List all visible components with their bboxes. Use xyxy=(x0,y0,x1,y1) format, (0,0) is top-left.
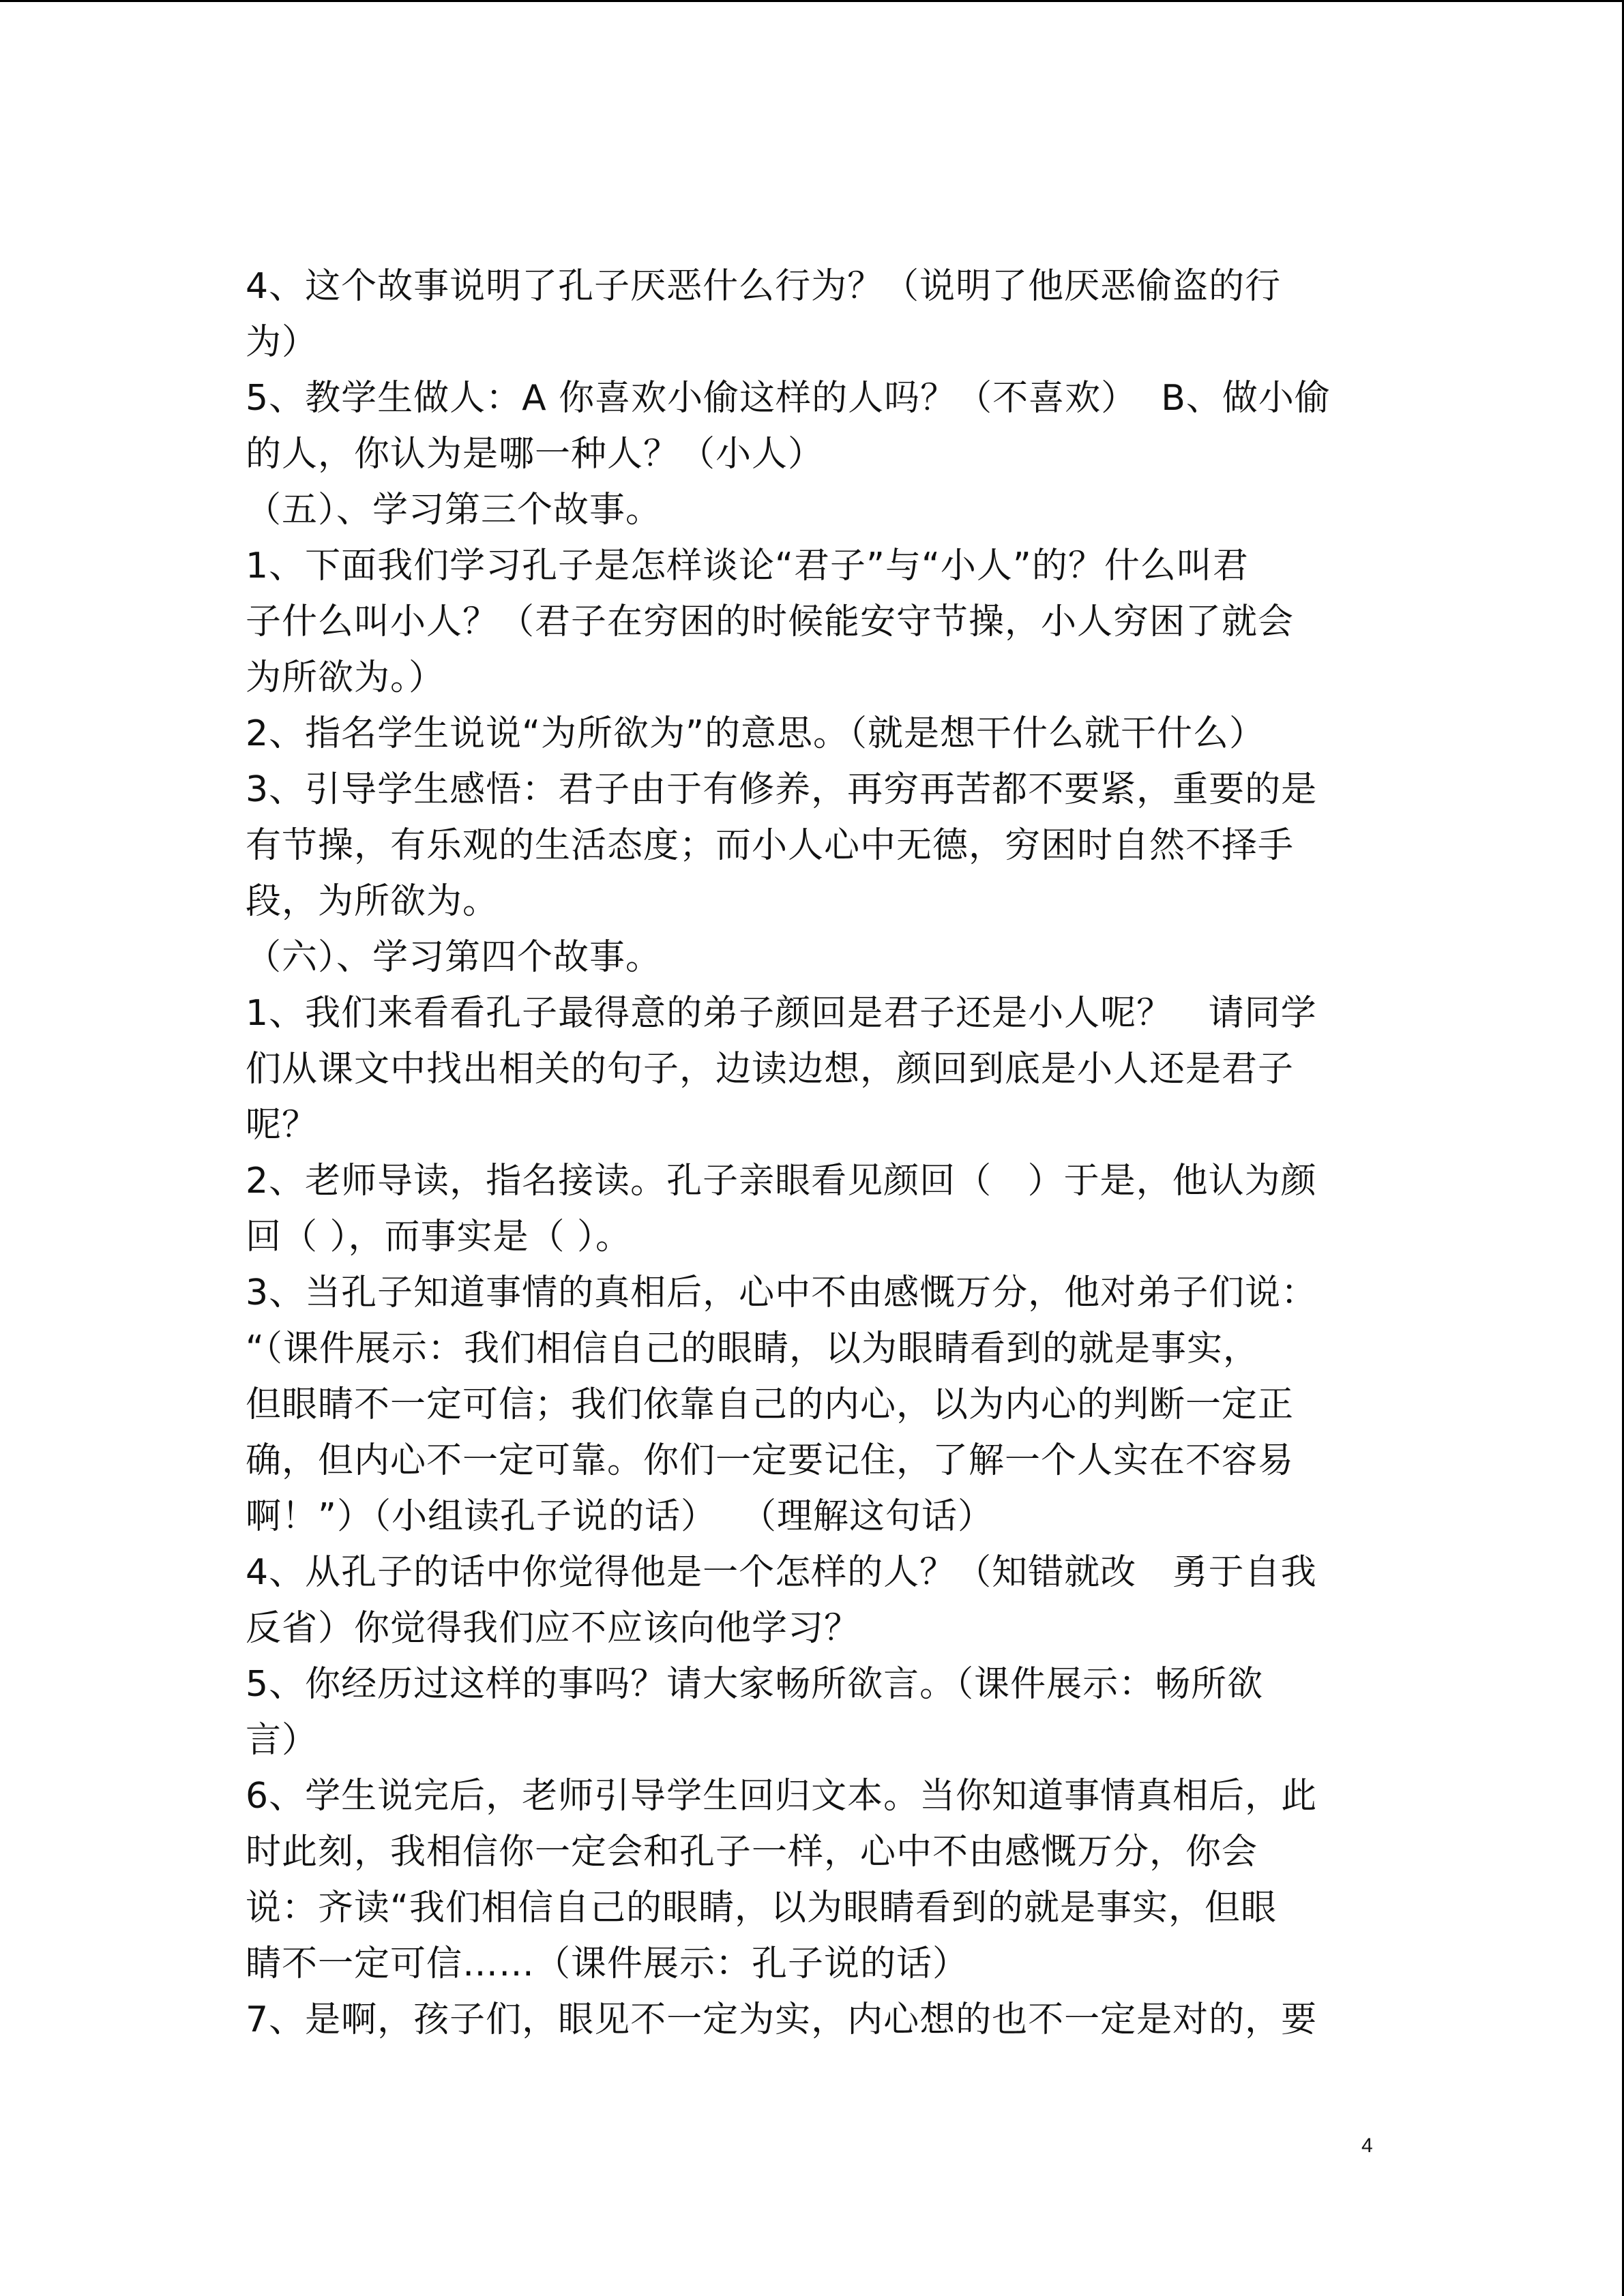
text-line: 有节操，有乐观的生活态度；而小人心中无德，穷困时自然不择手 xyxy=(246,825,1295,866)
page-number: 4 xyxy=(1361,2134,1373,2157)
text-line: 6、学生说完后，老师引导学生回归文本。当你知道事情真相后，此 xyxy=(246,1776,1318,1817)
text-line: 时此刻，我相信你一定会和孔子一样，心中不由感慨万分，你会 xyxy=(246,1832,1258,1873)
text-line: 回（ ），而事实是（ ）。 xyxy=(246,1217,632,1257)
text-line: 1、我们来看看孔子最得意的弟子颜回是君子还是小人呢？ 请同学 xyxy=(246,993,1317,1034)
text-line: “（课件展示：我们相信自己的眼睛，以为眼睛看到的就是事实， xyxy=(246,1328,1259,1369)
text-line: 1、下面我们学习孔子是怎样谈论“君子”与“小人”的？什么叫君 xyxy=(246,546,1249,586)
text-line: 啊！”）（小组读孔子说的话） （理解这句话） xyxy=(246,1496,994,1537)
text-line: 3、引导学生感悟：君子由于有修养，再穷再苦都不要紧，重要的是 xyxy=(246,769,1318,810)
text-line: 7、是啊，孩子们，眼见不一定为实，内心想的也不一定是对的，要 xyxy=(246,1999,1318,2040)
text-line: 子什么叫小人？（君子在穷困的时候能安守节操，小人穷困了就会 xyxy=(246,601,1295,642)
text-line: 确，但内心不一定可靠。你们一定要记住，了解一个人实在不容易 xyxy=(246,1440,1295,1481)
text-line: 说：齐读“我们相信自己的眼睛，以为眼睛看到的就是事实，但眼 xyxy=(246,1888,1277,1928)
text-line: 为所欲为。） xyxy=(246,657,445,698)
text-line: 3、当孔子知道事情的真相后，心中不由感慨万分，他对弟子们说： xyxy=(246,1272,1318,1313)
text-line: 呢？ xyxy=(246,1105,319,1146)
text-line: 的人，你认为是哪一种人？（小人） xyxy=(246,434,825,475)
text-line: 2、老师导读，指名接读。孔子亲眼看见颜回（ ）于是，他认为颜 xyxy=(246,1161,1317,1202)
text-line: 5、你经历过这样的事吗？请大家畅所欲言。（课件展示：畅所欲 xyxy=(246,1664,1264,1705)
text-line: 睛不一定可信……（课件展示：孔子说的话） xyxy=(246,1943,969,1984)
text-line: 但眼睛不一定可信；我们依靠自己的内心，以为内心的判断一定正 xyxy=(246,1384,1295,1425)
text-line: 言） xyxy=(246,1720,319,1761)
text-line: 们从课文中找出相关的句子，边读边想，颜回到底是小人还是君子 xyxy=(246,1049,1295,1090)
text-line: 为） xyxy=(246,322,319,363)
text-line: 段，为所欲为。 xyxy=(246,881,499,922)
section-heading: （六）、学习第四个故事。 xyxy=(246,937,662,978)
document-body xyxy=(246,258,1378,2048)
text-line: 4、从孔子的话中你觉得他是一个怎样的人？（知错就改 勇于自我 xyxy=(246,1552,1317,1593)
text-line: 反省）你觉得我们应不应该向他学习？ xyxy=(246,1608,861,1649)
text-line: 2、指名学生说说“为所欲为”的意思。（就是想干什么就干什么） xyxy=(246,713,1265,754)
text-line: 5、教学生做人：A 你喜欢小偷这样的人吗？（不喜欢） B、做小偷 xyxy=(246,378,1331,419)
text-line: 4、这个故事说明了孔子厌恶什么行为？（说明了他厌恶偷盗的行 xyxy=(246,266,1282,307)
section-heading: （五）、学习第三个故事。 xyxy=(246,490,662,531)
